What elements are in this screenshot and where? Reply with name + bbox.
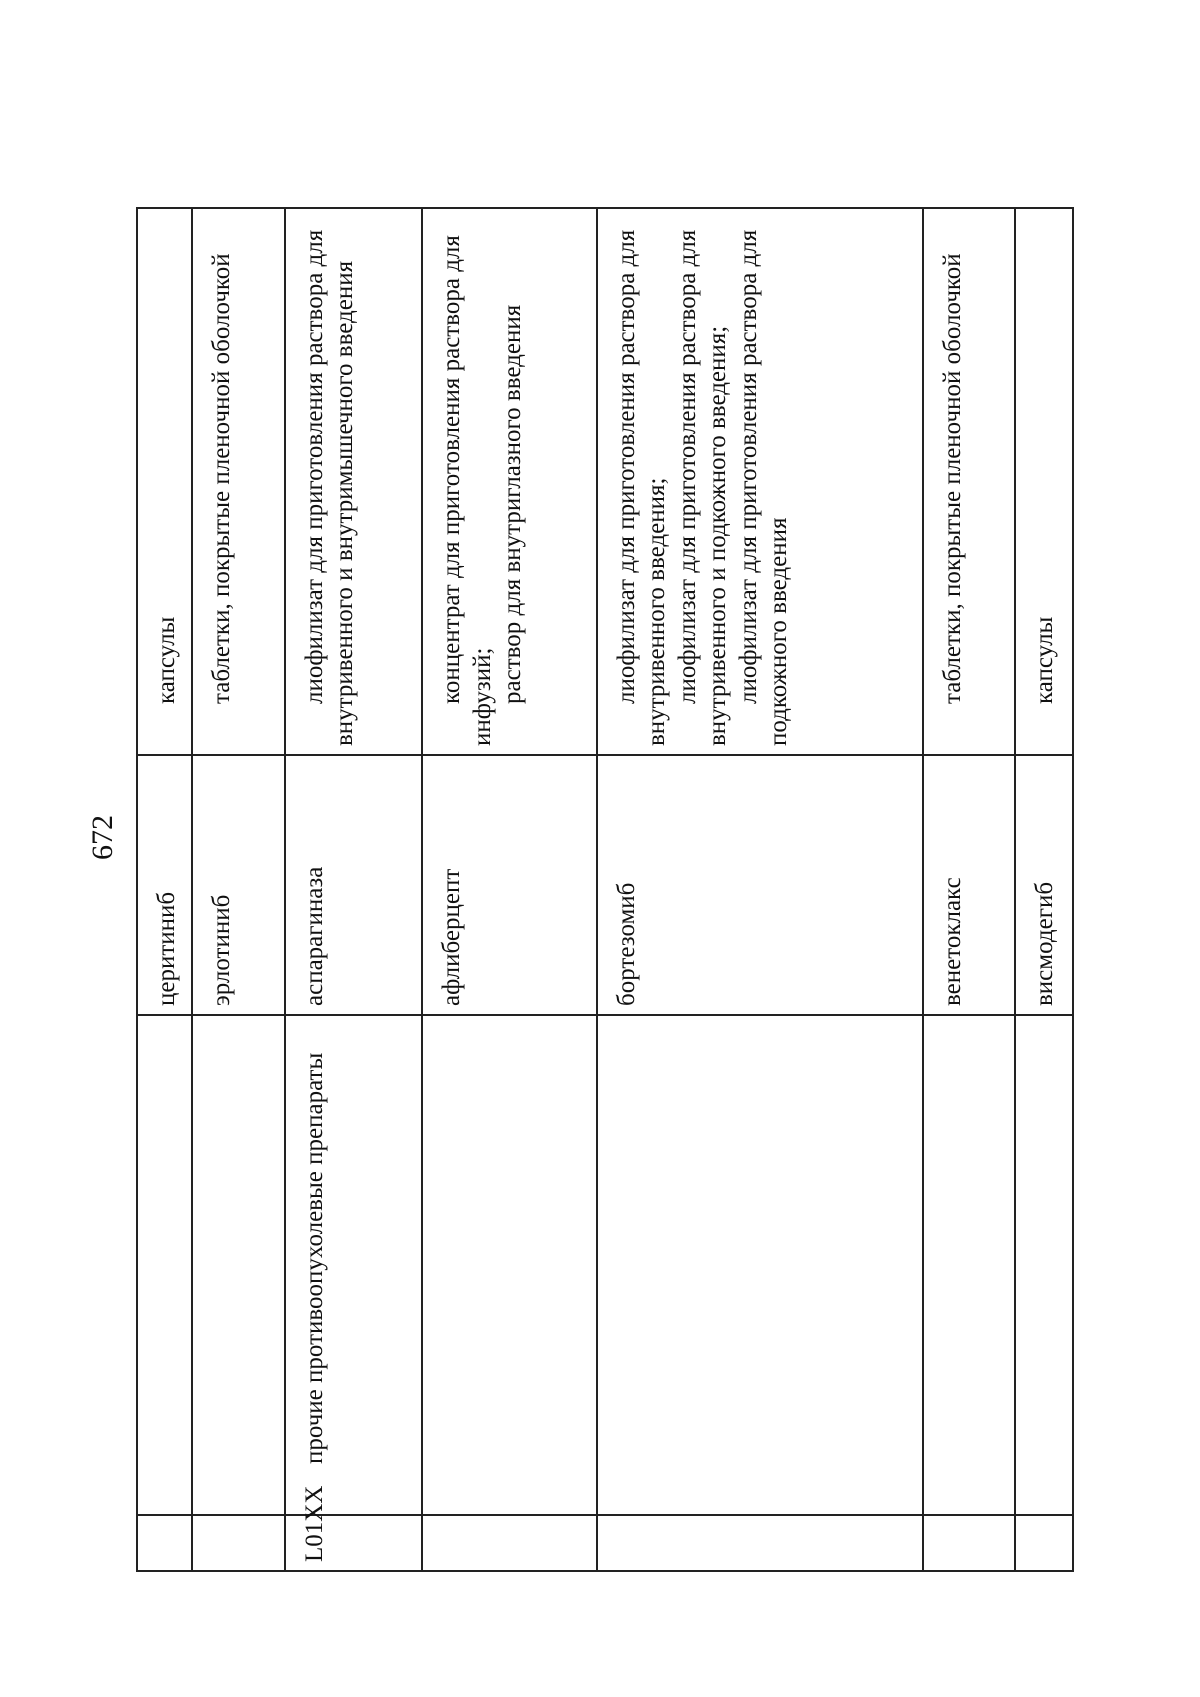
drug-table [136,207,1074,1572]
drug-name-cell [137,755,192,1015]
dosage-form-cell [422,208,596,755]
group-cell [597,1015,923,1515]
table-row [1015,208,1073,1571]
drug-name-cell [192,755,284,1015]
dosage-form: лиофилизат для приготовления раствора для внутривенного и внутримышечного введения [300,229,359,746]
dosage-form: лиофилизат для приготовления раствора для внутривенного и подкожного введения; [673,229,732,746]
dosage-form: раствор для внутриглазного введения [499,304,527,704]
group-cell: прочие противоопухолевые препараты [285,1015,423,1515]
drug-name-cell [285,755,423,1015]
table-row [137,208,192,1571]
drug-table-container [136,207,1074,1572]
drug-name-cell [1015,755,1073,1015]
table-row [923,208,1015,1571]
drug-name-cell [422,755,596,1015]
atc-code-cell [422,1515,596,1571]
dosage-form: лиофилизат для приготовления раствора для подкожного введения [734,229,793,746]
group-cell [137,1015,192,1515]
dosage-form: капсулы [1031,616,1059,704]
table-row [422,208,596,1571]
table-row [597,208,923,1571]
dosage-form: концентрат для приготовления раствора для инфузий; [438,235,496,746]
drug-name-cell [923,755,1015,1015]
dosage-form-cell [597,208,923,755]
page-number: 672 [86,815,119,861]
dosage-form: таблетки, покрытые пленочной оболочкой [208,253,236,704]
drug-name-cell [597,755,923,1015]
drug-name: бортезомиб [612,882,640,1006]
atc-code-cell [1015,1515,1073,1571]
drug-name: аспарагиназа [300,866,328,1006]
drug-name: венетоклакс [939,877,967,1006]
group-cell [422,1015,596,1515]
dosage-form: таблетки, покрытые пленочной оболочкой [939,253,967,704]
dosage-form-cell [285,208,423,755]
atc-code-cell [192,1515,284,1571]
atc-code-cell [137,1515,192,1571]
dosage-form: лиофилизат для приготовления раствора для внутривенного введения; [612,229,671,746]
group-cell [192,1015,284,1515]
dosage-form-cell [923,208,1015,755]
group-cell [1015,1015,1073,1515]
table-row [192,208,284,1571]
drug-name: эрлотиниб [208,894,236,1006]
group-cell [923,1015,1015,1515]
atc-code-cell [923,1515,1015,1571]
table-row [285,208,423,1571]
dosage-form: капсулы [153,616,180,704]
dosage-form-cell [137,208,192,755]
atc-code-cell: L01XX [285,1515,423,1571]
dosage-form-cell [1015,208,1073,755]
dosage-form-cell [192,208,284,755]
drug-name: афлиберцепт [438,868,466,1006]
drug-name: висмодегиб [1031,881,1059,1006]
drug-name: церитиниб [153,891,180,1006]
atc-code-cell [597,1515,923,1571]
